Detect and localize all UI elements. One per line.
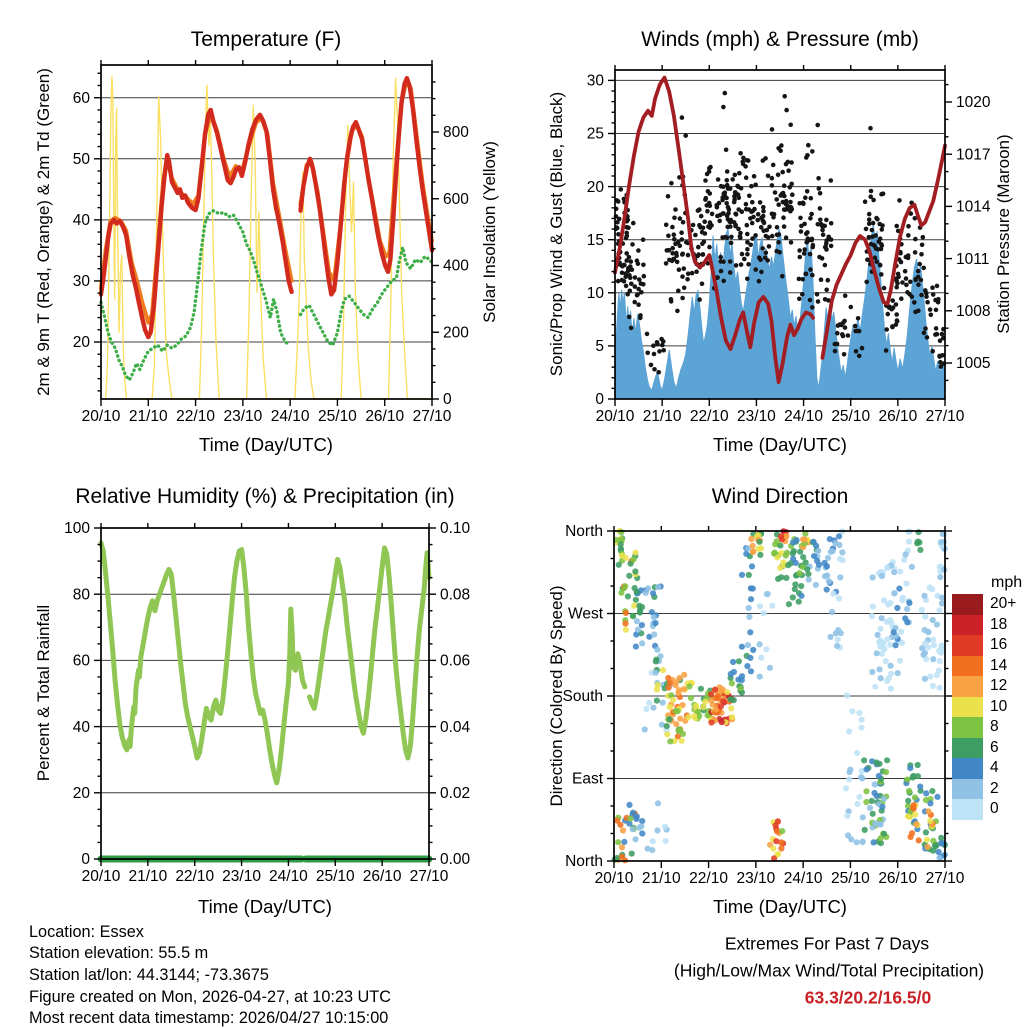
svg-text:23/10: 23/10: [737, 408, 776, 425]
svg-text:27/10: 27/10: [409, 868, 449, 885]
colorbar-block-8: [952, 717, 983, 738]
svg-text:25/10: 25/10: [318, 408, 357, 425]
svg-text:600: 600: [443, 190, 469, 208]
svg-text:1017: 1017: [956, 146, 991, 164]
speed-colorbar: [952, 594, 983, 820]
svg-text:1020: 1020: [956, 94, 991, 112]
svg-text:24/10: 24/10: [269, 868, 308, 885]
footer-elevation: Station elevation: 55.5 m: [29, 944, 209, 962]
colorbar-block-4: [952, 758, 983, 779]
svg-text:24/10: 24/10: [784, 408, 823, 425]
svg-text:22/10: 22/10: [175, 868, 215, 885]
colorbar-block-12: [952, 676, 983, 697]
svg-text:25: 25: [586, 125, 604, 143]
svg-text:0.06: 0.06: [440, 652, 471, 670]
svg-text:26/10: 26/10: [365, 408, 405, 425]
colorbar-block-10: [952, 697, 983, 718]
colorbar-block-0: [952, 799, 983, 820]
svg-text:21/10: 21/10: [641, 870, 681, 887]
svg-text:27/10: 27/10: [925, 408, 965, 425]
panel-title-winds: Winds (mph) & Pressure (mb): [641, 28, 919, 51]
svg-text:20: 20: [586, 178, 604, 196]
svg-text:15: 15: [586, 231, 604, 249]
panel-title-temperature: Temperature (F): [190, 28, 342, 51]
svg-text:5: 5: [595, 338, 604, 356]
svg-text:24/10: 24/10: [783, 870, 823, 887]
colorbar-label-14: 14: [990, 656, 1008, 674]
svg-text:21/10: 21/10: [128, 408, 168, 425]
ylabel-pressure-right: Station Pressure (Maroon): [994, 134, 1013, 334]
svg-text:1014: 1014: [956, 198, 991, 216]
svg-text:North: North: [565, 523, 603, 541]
svg-text:22/10: 22/10: [689, 408, 729, 425]
svg-text:23/10: 23/10: [736, 870, 776, 887]
footer-latlon: Station lat/lon: 44.3144; -73.3675: [29, 966, 269, 984]
colorbar-label-16: 16: [990, 636, 1008, 653]
ylabel-wind-left: Sonic/Prop Wind & Gust (Blue, Black): [547, 91, 566, 377]
svg-text:10: 10: [586, 285, 604, 302]
svg-text:400: 400: [443, 257, 469, 275]
colorbar-label-2: 2: [990, 779, 999, 797]
footer-created: Figure created on Mon, 2026-04-27, at 10:23 UTC: [29, 988, 392, 1006]
svg-text:26/10: 26/10: [362, 868, 402, 885]
ylabel-solar-right: Solar Insolation (Yellow): [480, 141, 499, 323]
svg-text:27/10: 27/10: [925, 870, 965, 887]
colorbar-label-6: 6: [990, 738, 999, 756]
footer-timestamp: Most recent data timestamp: 2026/04/27 10:15:00: [29, 1009, 389, 1027]
speed-colorbar-labels: [990, 594, 1024, 820]
ylabel-direction-left: Direction (Colored By Speed): [547, 585, 566, 807]
colorbar-block-20+: [952, 594, 983, 615]
svg-text:40: 40: [72, 718, 90, 736]
svg-text:West: West: [567, 605, 603, 623]
colorbar-block-18: [952, 615, 983, 636]
svg-text:20: 20: [72, 334, 90, 352]
extremes-values: 63.3/20.2/16.5/0: [804, 987, 932, 1008]
svg-text:24/10: 24/10: [270, 408, 310, 425]
svg-text:20/10: 20/10: [81, 868, 121, 885]
svg-text:800: 800: [443, 124, 469, 142]
colorbar-block-16: [952, 635, 983, 656]
legend-title-mph: mph: [991, 574, 1023, 591]
svg-text:0: 0: [595, 391, 604, 409]
xlabel-temperature: Time (Day/UTC): [199, 434, 333, 455]
extremes-heading: Extremes For Past 7 Days: [724, 933, 930, 954]
svg-text:North: North: [565, 853, 603, 871]
svg-text:23/10: 23/10: [222, 868, 261, 885]
svg-text:23/10: 23/10: [223, 408, 263, 425]
svg-text:25/10: 25/10: [831, 408, 871, 425]
svg-text:0.04: 0.04: [440, 718, 471, 736]
svg-text:0: 0: [81, 851, 90, 869]
colorbar-block-6: [952, 738, 983, 759]
svg-text:60: 60: [72, 652, 90, 670]
panel-title-wind-direction: Wind Direction: [711, 485, 849, 508]
svg-text:21/10: 21/10: [642, 408, 682, 425]
colorbar-label-20+: 20+: [990, 595, 1017, 612]
svg-text:100: 100: [64, 520, 90, 538]
svg-text:26/10: 26/10: [878, 408, 918, 425]
svg-text:0.08: 0.08: [440, 586, 471, 604]
svg-text:20/10: 20/10: [594, 870, 634, 887]
svg-text:East: East: [571, 770, 603, 788]
svg-text:0: 0: [443, 391, 452, 409]
xlabel-direction: Time (Day/UTC): [713, 896, 847, 917]
svg-text:20/10: 20/10: [595, 408, 635, 425]
svg-text:25/10: 25/10: [315, 868, 355, 885]
colorbar-label-18: 18: [990, 615, 1008, 633]
svg-text:25/10: 25/10: [831, 870, 870, 887]
colorbar-label-12: 12: [990, 677, 1008, 694]
svg-text:South: South: [562, 688, 603, 706]
svg-text:0.02: 0.02: [440, 785, 471, 802]
xlabel-humidity: Time (Day/UTC): [198, 896, 332, 917]
svg-text:0.00: 0.00: [440, 851, 471, 869]
svg-text:21/10: 21/10: [128, 868, 168, 885]
footer-location: Location: Essex: [29, 923, 144, 941]
xlabel-winds: Time (Day/UTC): [713, 434, 847, 455]
colorbar-label-10: 10: [990, 697, 1008, 715]
colorbar-label-4: 4: [990, 759, 999, 776]
svg-text:22/10: 22/10: [689, 870, 728, 887]
colorbar-block-2: [952, 779, 983, 800]
svg-text:80: 80: [72, 586, 90, 604]
svg-text:0.10: 0.10: [440, 520, 471, 538]
extremes-subheading: (High/Low/Max Wind/Total Precipitation): [673, 960, 985, 981]
panel-title-humidity: Relative Humidity (%) & Precipitation (in): [75, 485, 455, 508]
svg-text:22/10: 22/10: [176, 408, 215, 425]
svg-text:30: 30: [586, 72, 604, 90]
svg-text:26/10: 26/10: [878, 870, 918, 887]
svg-text:40: 40: [72, 212, 90, 230]
svg-text:20/10: 20/10: [81, 408, 121, 425]
svg-text:1008: 1008: [956, 303, 991, 320]
ylabel-temperature-left: 2m & 9m T (Red, Orange) & 2m Td (Green): [34, 68, 53, 396]
svg-text:200: 200: [443, 324, 469, 342]
svg-text:27/10: 27/10: [412, 408, 452, 425]
svg-text:30: 30: [72, 273, 90, 291]
colorbar-label-0: 0: [990, 800, 999, 817]
svg-text:20: 20: [72, 785, 90, 802]
colorbar-label-8: 8: [990, 718, 999, 735]
ylabel-humidity-left: Percent & Total Rainfall: [34, 604, 53, 782]
svg-text:60: 60: [72, 89, 90, 107]
svg-text:1005: 1005: [956, 355, 991, 373]
svg-text:50: 50: [72, 150, 90, 168]
svg-text:1011: 1011: [956, 250, 990, 268]
colorbar-block-14: [952, 656, 983, 677]
